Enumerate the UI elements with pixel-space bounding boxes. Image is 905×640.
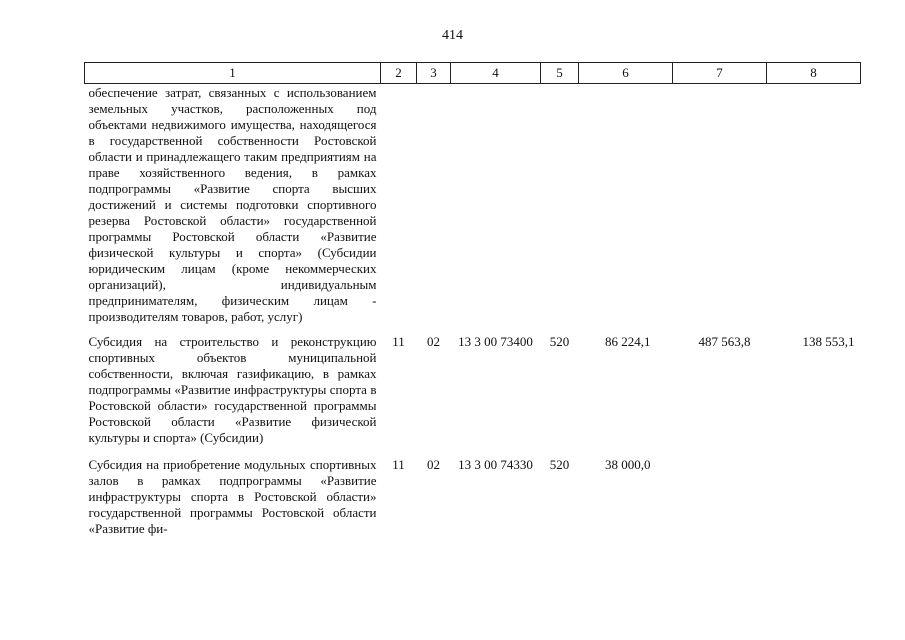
header-col-2: 2 — [381, 63, 417, 84]
row-subsection: 02 — [427, 457, 440, 472]
header-col-4: 4 — [451, 63, 541, 84]
header-col-7: 7 — [673, 63, 767, 84]
row-amount-col6 — [579, 84, 673, 334]
header-col-6: 6 — [579, 63, 673, 84]
row-amount-col8: 138 553,1 — [802, 334, 855, 349]
row-amount-col6: 86 224,1 — [605, 334, 651, 349]
header-col-3: 3 — [417, 63, 451, 84]
row-amount-col7 — [673, 456, 767, 537]
row-target-article: 13 3 00 73400 — [458, 334, 533, 349]
table-header-row — [85, 63, 861, 84]
row-expense-type: 520 — [549, 457, 570, 472]
row-section: 11 — [392, 334, 405, 349]
row-amount-col7: 487 563,8 — [698, 334, 751, 349]
budget-table — [84, 62, 861, 537]
header-col-8: 8 — [767, 63, 861, 84]
row-description: обеспечение затрат, связанных с использованием земельных участков, расположенных под объектами недвижимого имущества, находящегося в государственной собственности Ростовской области и принадлежащего таким предприятиям на праве хозяйственного ведения, в рамках подпрограммы «Развитие спорта высших достижений и системы подготовки спортивного резерва Ростовской области» государственной программы Ростовской области «Развитие физической культуры и спорта» (Субсидии юридическим лицам (кроме некоммерческих организаций), индивидуальным предпринимателям, физическим лицам - производителям товаров, работ, услуг) — [88, 85, 377, 324]
row-target-article: 13 3 00 74330 — [458, 457, 533, 472]
table-row — [85, 333, 861, 456]
row-description: Субсидия на строительство и реконструкцию спортивных объектов муниципальной собственности, включая газификацию, в рамках подпрограммы «Развитие инфраструктуры спорта в Ростовской области» государственной программы Ростовской области «Развитие физической культуры и спорта» (Субсидии) — [88, 334, 377, 445]
row-amount-col8 — [767, 84, 861, 334]
header-col-1: 1 — [85, 63, 381, 84]
table-row — [85, 456, 861, 537]
row-subsection: 02 — [427, 334, 440, 349]
row-amount-col7 — [673, 84, 767, 334]
table-row — [85, 84, 861, 334]
page-number: 414 — [442, 28, 463, 43]
row-expense-type: 520 — [549, 334, 570, 349]
row-amount-col6: 38 000,0 — [605, 457, 651, 472]
row-amount-col8 — [767, 456, 861, 537]
row-section — [381, 84, 417, 334]
row-target-article — [451, 84, 541, 334]
row-description: Субсидия на приобретение модульных спортивных залов в рамках подпрограммы «Развитие инфраструктуры спорта в Ростовской области» государственной программы Ростовской области «Развитие фи- — [88, 457, 377, 536]
header-col-5: 5 — [541, 63, 579, 84]
row-section: 11 — [392, 457, 405, 472]
row-subsection — [417, 84, 451, 334]
row-expense-type — [541, 84, 579, 334]
